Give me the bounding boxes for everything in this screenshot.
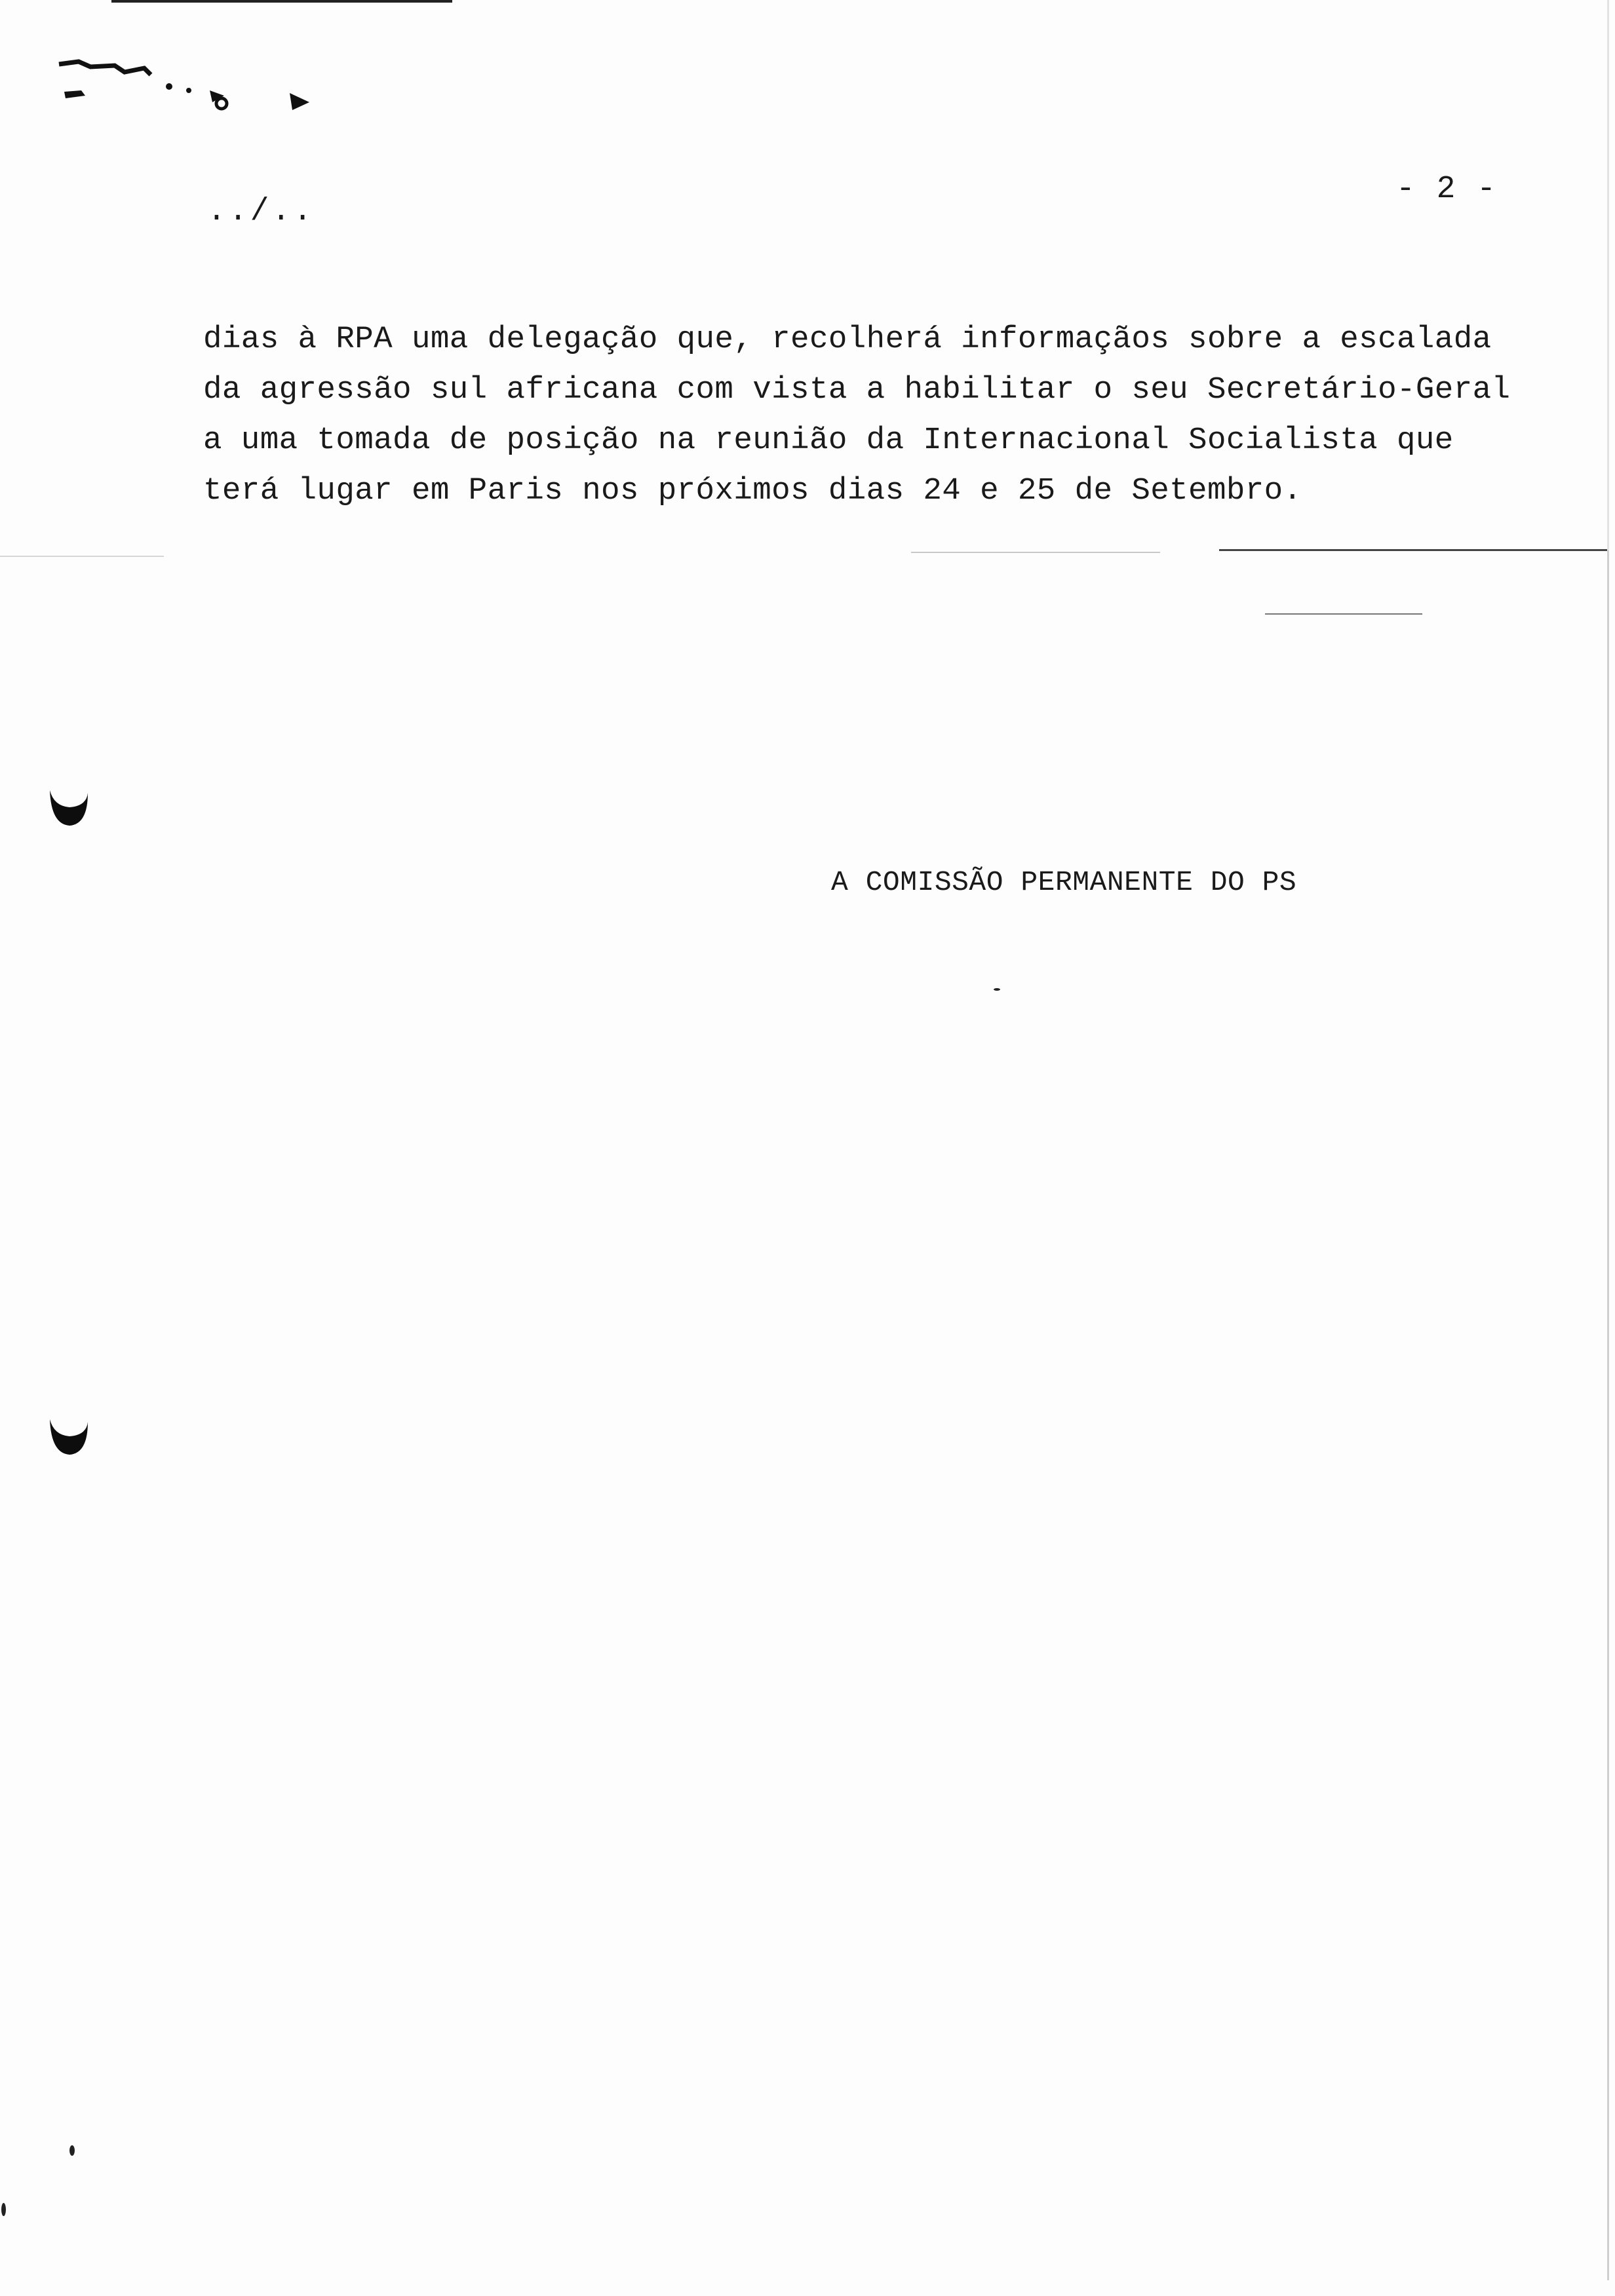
- punch-hole-mark: [47, 786, 90, 830]
- scan-right-edge: [1607, 0, 1609, 550]
- body-line: terá lugar em Paris nos próximos dias 24 e 25 de Setembro.: [203, 473, 1302, 508]
- speck: [69, 2145, 75, 2156]
- page-number: - 2 -: [1396, 172, 1498, 207]
- body-line: dias à RPA uma delegação que, recolherá informaçãos sobre a escalada: [203, 322, 1492, 357]
- body-text: [203, 315, 1580, 516]
- body-line: a uma tomada de posição na reunião da Internacional Socialista que: [203, 423, 1454, 458]
- body-line: da agressão sul africana com vista a habilitar o seu Secretário-Geral: [203, 372, 1511, 408]
- scan-line: [911, 552, 1160, 553]
- scan-line: [1219, 549, 1607, 551]
- scan-top-rule: [111, 0, 452, 3]
- smudge-mark: [52, 52, 328, 124]
- scan-line: [1265, 613, 1422, 615]
- speck: [994, 988, 1000, 991]
- signature-line: A COMISSÃO PERMANENTE DO PS: [831, 866, 1297, 898]
- continuation-mark: ../..: [207, 194, 315, 229]
- scan-right-edge-lower: [1607, 550, 1609, 2280]
- speck: [1, 2203, 6, 2216]
- punch-hole-mark: [47, 1415, 90, 1459]
- scan-line: [0, 556, 164, 557]
